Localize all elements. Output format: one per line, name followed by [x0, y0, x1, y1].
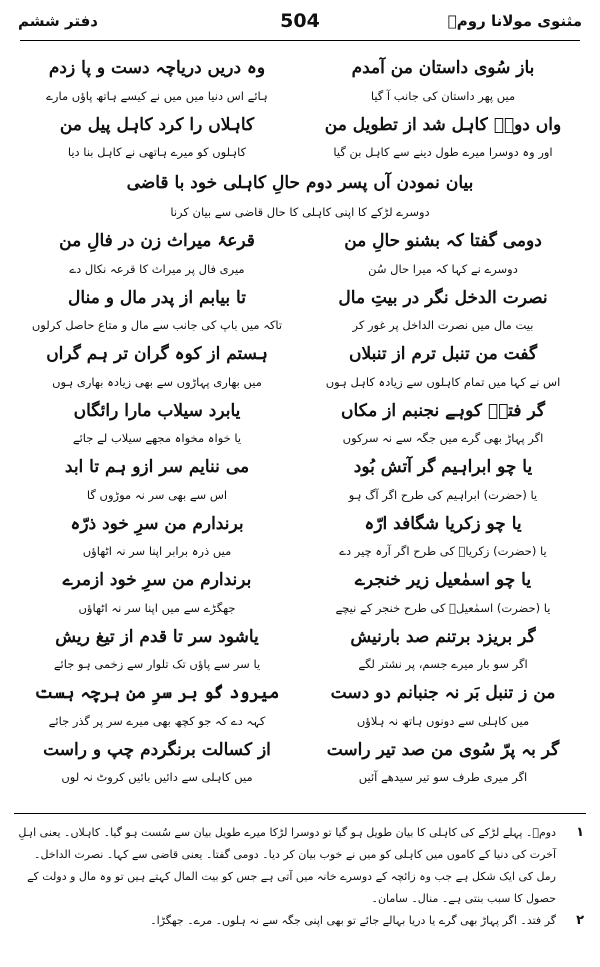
- translation-left: جھگڑے سے میں اپنا سر نہ اٹھاؤں: [78, 600, 236, 615]
- verse-list: [14, 50, 586, 807]
- hemistich-left: می ننایم سر ازو ہم تا ابد: [64, 457, 250, 477]
- footnote-text: گر فتد۔ اگر پہاڑ بھی گرے یا دریا بہالے جائے تو بھی اپنی جگہ سے نہ ہلوں۔ مرے۔ جھگڑا۔: [150, 914, 556, 927]
- verse-couplet: [14, 449, 586, 486]
- verse-translation: [14, 655, 586, 673]
- hemistich-left: برندارم من سرِ خود ذرّہ: [70, 513, 244, 534]
- footnote-divider: [14, 813, 586, 814]
- translation-right: اس نے کہا میں تمام کاہلوں سے زیادہ کاہل ہوں: [325, 374, 561, 389]
- verse-translation: [14, 143, 586, 161]
- translation-right: میں کاہلی سے دونوں ہاتھ نہ ہلاؤں: [356, 713, 530, 728]
- hemistich-right: باز سُوی داستان من آمدم: [351, 58, 535, 78]
- hemistich-right: گر فتدؔ کوہے نجنبم از مکاں: [341, 400, 545, 421]
- verse-translation: [14, 373, 586, 391]
- hemistich-left: میرود گو بر سرِ من ہرچہ ہست: [34, 683, 280, 703]
- heading-text: دوسرے لڑکے کا اپنی کاہلی کا حال قاضی سے بیان کرنا: [170, 205, 430, 219]
- verse-couplet: [14, 280, 586, 317]
- verse-couplet: [14, 393, 586, 430]
- verse-couplet: [14, 223, 586, 260]
- translation-left: کاہلوں کو میرے ہاتھی نے کاہل بنا دیا: [67, 145, 247, 159]
- translation-right: دوسرے نے کہا کہ میرا حال سُن: [368, 261, 518, 276]
- verse-translation: [14, 260, 586, 278]
- hemistich-left: قرعۂ میراث زن در فالِ من: [59, 231, 255, 251]
- footnote: [14, 910, 586, 932]
- verse-translation: [14, 486, 586, 504]
- section-heading-translation: [14, 203, 586, 221]
- hemistich-right: گر بہ پرّ سُوی من صد تیر راست: [326, 739, 560, 760]
- footnotes: [14, 822, 586, 932]
- translation-left: یا سر سے پاؤں تک تلوار سے زخمی ہو جائے: [53, 657, 261, 671]
- hemistich-left: از کسالت برنگردم چپ و راست: [43, 739, 271, 760]
- hemistich-left: وہ دریں دریاچہ دست و پا زدم: [48, 58, 266, 78]
- translation-right: میں پھر داستان کی جانب آ گیا: [370, 88, 516, 103]
- hemistich-left: یاشود سر تا قدم از تیغ ریش: [55, 626, 259, 647]
- translation-left: میں کاہلی سے دائیں بائیں کروٹ نہ لوں: [61, 770, 253, 784]
- section-heading: [14, 163, 586, 203]
- translation-left: کہہ دے کہ جو کچھ بھی میرے سر پر گذر جائے: [48, 713, 266, 728]
- verse-couplet: [14, 506, 586, 543]
- translation-left: ہائے اس دنیا میں میں نے کیسے ہاتھ پاؤں مارے: [46, 88, 268, 103]
- footnote-number: ۱: [576, 825, 584, 840]
- hemistich-right: یا چو زکریا شگافد ارّہ: [364, 513, 522, 534]
- section-title: دفتر ششم: [18, 12, 98, 30]
- translation-right: یا (حضرت) اسمٰعیلؑ کی طرح خنجر کے نیچے: [335, 600, 551, 615]
- hemistich-right: یا چو ابراہیم گر آتش بُود: [353, 457, 533, 477]
- verse-translation: [14, 768, 586, 786]
- verse-couplet: [14, 619, 586, 656]
- hemistich-right: گر بریزد برتنم صد بارنیش: [350, 626, 536, 647]
- footnote: [14, 822, 586, 910]
- verse-translation: [14, 712, 586, 730]
- translation-right: اگر سو بار میرے جسم، پر نشتر لگے: [358, 657, 528, 671]
- hemistich-left: یابرد سیلاب مارا رائگاں: [73, 400, 241, 421]
- translation-right: اگر پہاڑ بھی گرے میں جگہ سے نہ سرکوں: [342, 431, 544, 445]
- verse-couplet: [14, 675, 586, 712]
- verse-translation: [14, 429, 586, 447]
- hemistich-right: دومی گفتا کہ بشنو حالِ من: [344, 231, 542, 251]
- hemistich-left: کاہلاں را کرد کاہل پیل من: [59, 114, 255, 135]
- page-header: [14, 6, 586, 36]
- hemistich-right: من ز تنبل بَر نہ جنبانم دو دست: [330, 683, 556, 703]
- book-title: مثنوی مولانا رومؒ: [447, 12, 582, 30]
- hemistich-right: گفت من تنبل ترم از تنبلاں: [348, 344, 538, 364]
- translation-left: میں ذرہ برابر اپنا سر نہ اٹھاؤں: [82, 544, 232, 558]
- heading-text: بیان نمودن آں پسر دوم حالِ کاہلی خود با قاضی: [126, 173, 474, 193]
- translation-left: تاکہ میں باپ کی جانب سے مال و متاع حاصل کرلوں: [31, 318, 283, 332]
- translation-right: اور وہ دوسرا میرے طول دینے سے کاہل بن گیا: [333, 145, 553, 159]
- hemistich-right: واں دومؔ کاہل شد از تطویل من: [324, 114, 562, 135]
- header-divider: [20, 40, 580, 41]
- translation-right: یا (حضرت) ابراہیم کی طرح اگر آگ ہو: [348, 487, 538, 502]
- translation-left: یا خواہ مخواہ مجھے سیلاب لے جائے: [72, 431, 242, 445]
- verse-couplet: [14, 732, 586, 769]
- translation-left: اس سے بھی سر نہ موڑوں گا: [86, 487, 228, 502]
- hemistich-left: تا بیابم از پدر مال و منال: [68, 287, 246, 308]
- verse-couplet: [14, 107, 586, 144]
- verse-translation: [14, 316, 586, 334]
- hemistich-right: یا چو اسمٰعیل زیر خنجرے: [354, 570, 532, 590]
- verse-translation: [14, 87, 586, 105]
- translation-right: بیت مال میں نصرت الداخل پر غور کر: [352, 318, 534, 332]
- translation-right: اگر میری طرف سو تیر سیدھے آئیں: [358, 770, 528, 784]
- footnote-number: ۲: [576, 913, 584, 928]
- translation-left: میں بھاری پہاڑوں سے بھی زیادہ بھاری ہوں: [52, 374, 262, 389]
- verse-couplet: [14, 50, 586, 87]
- hemistich-left: ہستم از کوہ گران تر ہم گراں: [46, 344, 268, 364]
- hemistich-right: نصرت الدخل نگر در بیتِ مال: [338, 287, 548, 308]
- verse-translation: [14, 542, 586, 560]
- verse-couplet: [14, 562, 586, 599]
- footnote-text: دومؔ۔ پہلے لڑکے کی کاہلی کا بیان طویل ہو گیا تو دوسرا لڑکا میرے طویل بیان سے سُست ہو گیا۔ کاہلاں۔ یعنی اہلِ آخرت کی دنیا کے کاموں میں کاہلی کو میں نے خوب بیان کر دیا۔ دومی گفتا۔ یعنی قاضی سے کہا۔ نصرت الداخل۔ رمل کی ایک شکل ہے جب وہ زائچہ کے دوسرے خانہ میں آتی ہے جس کو بیت المال کہتے ہیں تو وہ مال و دولت کے حصول کا سبب بنتی ہے۔ منال۔ سامان۔: [18, 826, 556, 905]
- translation-right: یا (حضرت) زکریاؑ کی طرح اگر آرہ چیر دے: [339, 544, 547, 558]
- translation-left: میری فال پر میراث کا قرعہ نکال دے: [69, 261, 245, 276]
- verse-couplet: [14, 336, 586, 373]
- page-number: 504: [280, 10, 320, 32]
- hemistich-left: برندارم من سرِ خود ازمرے: [62, 570, 252, 590]
- verse-translation: [14, 599, 586, 617]
